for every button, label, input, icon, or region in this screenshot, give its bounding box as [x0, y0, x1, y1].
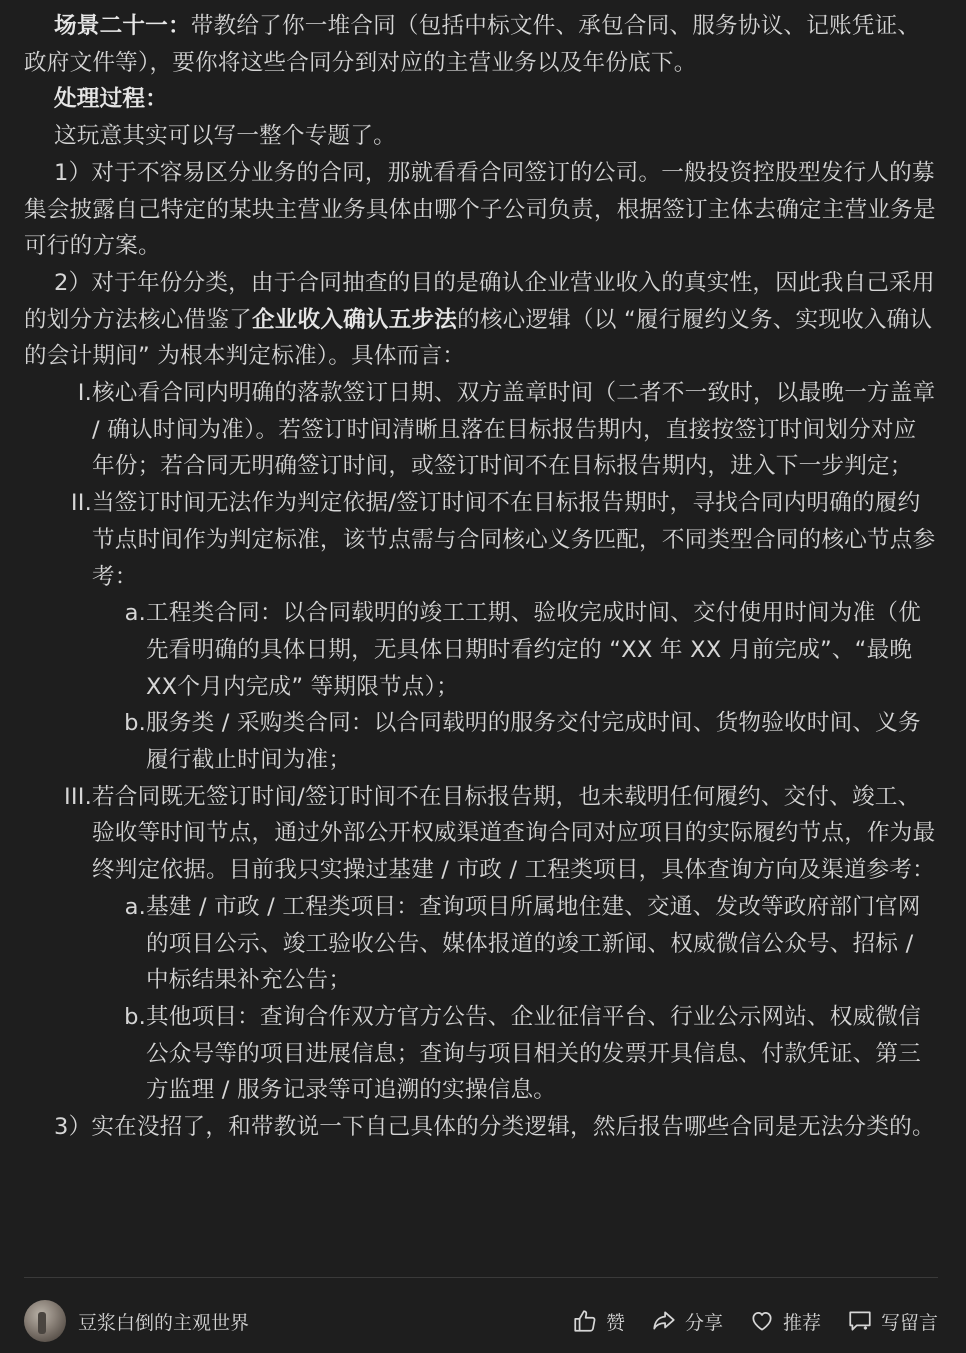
roman-item-3: III. 若合同既无签订时间/签订时间不在目标报告期，也未载明任何履约、交付、竣工、验收等时间节点，通过外部公开权威渠道查询合同对应项目的实际履约节点，作为最终判定依据。目前我只实操过基建 / 市政 / 工程类项目，具体查询方向及渠道参考： [64, 783, 936, 884]
roman-list [24, 375, 938, 595]
author-name[interactable]: 豆浆白倒的主观世界 [78, 1311, 250, 1334]
alpha-item-2b: b. 服务类 / 采购类合同：以合同载明的服务交付完成时间、货物验收时间、义务履行截止时间为准； [124, 710, 921, 774]
roman-item-1: I. 核心看合同内明确的落款签订日期、双方盖章时间（二者不一致时，以最晚一方盖章 / 确认时间为准）。若签订时间清晰且落在目标报告期内，直接按签订时间划分对应年份；若合同无明确签订时间，或签订时间不在目标报告期内，进入下一步判定； [77, 380, 936, 480]
alpha-item-3b: b. 其他项目：查询合作双方官方公告、企业征信平台、行业公示网站、权威微信公众号等的项目进展信息；查询与项目相关的发票开具信息、付款凭证、第三方监理 / 服务记录等可追溯的实操信息。 [124, 1003, 921, 1104]
point-2-paragraph: 2）对于年份分类，由于合同抽查的目的是确认企业营业收入的真实性，因此我自己采用的划分方法核心借鉴了企业收入确认五步法的核心逻辑（以 “履行履约义务、实现收入确认的会计期间” 为根本判定标准）。具体而言： [24, 269, 935, 370]
share-icon [651, 1308, 677, 1334]
avatar[interactable] [24, 1300, 66, 1342]
action-bar [546, 1308, 938, 1335]
alpha-list-3 [24, 889, 938, 1109]
comment-label: 写留言 [880, 1311, 938, 1334]
footer-bar [24, 1296, 938, 1346]
share-label: 分享 [684, 1311, 723, 1334]
scene-paragraph [24, 8, 938, 81]
article-body [24, 8, 938, 1146]
process-heading: 处理过程： [54, 86, 168, 113]
like-label: 赞 [605, 1311, 625, 1334]
alpha-item-3a: a. 基建 / 市政 / 工程类项目：查询项目所属地住建、交通、发改等政府部门官网的项目公示、竣工验收公告、媒体报道的竣工新闻、权威微信公众号、招标 / 中标结果补充公告； [124, 893, 921, 994]
comment-button[interactable] [847, 1308, 938, 1335]
comment-icon [847, 1308, 873, 1334]
alpha-list-2 [24, 595, 938, 779]
like-button[interactable] [572, 1308, 625, 1335]
roman-item-2: II. 当签订时间无法作为判定依据/签订时间不在目标报告期时，寻找合同内明确的履约节点时间作为判定标准，该节点需与合同核心义务匹配，不同类型合同的核心节点参考： [70, 490, 936, 590]
point-1-paragraph: 1）对于不容易区分业务的合同，那就看看合同签订的公司。一般投资控股型发行人的募集会披露自己特定的某块主营业务具体由哪个子公司负责，根据签订主体去确定主营业务是可行的方案。 [24, 159, 936, 260]
share-button[interactable] [651, 1308, 723, 1335]
recommend-label: 推荐 [782, 1311, 821, 1334]
heart-icon [749, 1308, 775, 1334]
thumbs-up-icon [572, 1308, 598, 1334]
scene-text: 带教给了你一堆合同（包括中标文件、承包合同、服务协议、记账凭证、政府文件等），要你将这些合同分到对应的主营业务以及年份底下。 [24, 13, 921, 76]
roman-list-cont [24, 779, 938, 889]
five-step-method-highlight: 企业收入确认五步法 [251, 306, 458, 333]
footer-divider [24, 1277, 938, 1278]
point-3-paragraph: 3）实在没招了，和带教说一下自己具体的分类逻辑，然后报告哪些合同是无法分类的。 [54, 1114, 935, 1141]
intro-paragraph: 这玩意其实可以写一整个专题了。 [54, 123, 396, 150]
alpha-item-2a: a. 工程类合同：以合同载明的竣工工期、验收完成时间、交付使用时间为准（优先看明确的具体日期，无具体日期时看约定的 “XX 年 XX 月前完成”、“最晚XX个月内完成” 等期限节点）； [124, 600, 921, 700]
recommend-button[interactable] [749, 1308, 821, 1335]
scene-label: 场景二十一： [54, 13, 191, 39]
